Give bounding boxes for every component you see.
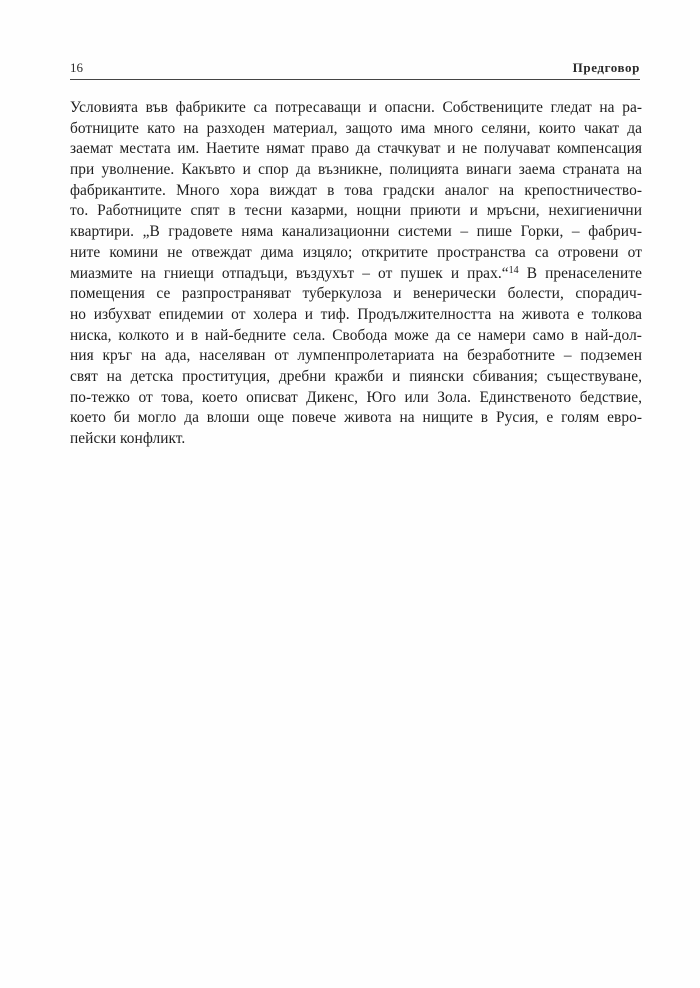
text-line: Условията във фабриките са потресаващи и опасни. Собствениците гледат на ра-: [70, 99, 642, 116]
text-line: ните комини не отвеждат дима изцяло; откритите пространства са отровени от: [70, 243, 642, 261]
text-line: свят на детска проституция, дребни кражби и пиянски сбивания; съществуване,: [70, 367, 642, 385]
text-line: помещения се разпространяват туберкулоза и венерически болести, спорадич-: [70, 285, 642, 303]
text-continuation: В пренаселените: [518, 264, 642, 282]
text-line: което би могло да влоши още повече живота на нищите в Русия, е голям евро-: [70, 409, 642, 427]
chapter-title: Предговор: [572, 60, 640, 75]
text-line: квартири. „В градовете няма канализационни системи – пише Горки, – фабрич-: [70, 223, 642, 241]
text-line: при уволнение. Какъвто и спор да възникне, полицията винаги заема страната на: [70, 161, 642, 179]
quote-end-text: миазмите на гниещи отпадъци, въздухът – от пушек и прах.“: [70, 264, 509, 282]
text-line: но избухват епидемии от холера и тиф. Продължителността на живота е толкова: [70, 305, 642, 323]
text-line: заемат местата им. Наетите нямат право да стачкуват и не получават компенсация: [70, 140, 642, 158]
text-line: ниска, колкото и в най-бедните села. Свобода може да се намери само в най-дол-: [70, 326, 642, 344]
text-line: то. Работниците спят в тесни казарми, нощни приюти и мръсни, нехигиенични: [70, 202, 642, 220]
text-line: по-тежко от това, което описват Дикенс, Юго или Зола. Единственото бедствие,: [70, 388, 642, 406]
text-line-with-footnote: [70, 264, 642, 285]
running-header: [70, 58, 640, 78]
header-divider: [70, 79, 640, 80]
body-paragraph: [70, 98, 642, 450]
page-number: 16: [70, 60, 83, 75]
text-line: пейски конфликт.: [70, 430, 186, 447]
footnote-reference[interactable]: 14: [508, 264, 519, 276]
text-line: ботниците като на разходен материал, защото има много селяни, които чакат да: [70, 119, 642, 137]
text-line: ния кръг на ада, населяван от лумпенпролетариата на безработните – подземен: [70, 347, 642, 365]
text-line: фабрикантите. Много хора виждат в това градски аналог на крепостничество-: [70, 181, 642, 199]
